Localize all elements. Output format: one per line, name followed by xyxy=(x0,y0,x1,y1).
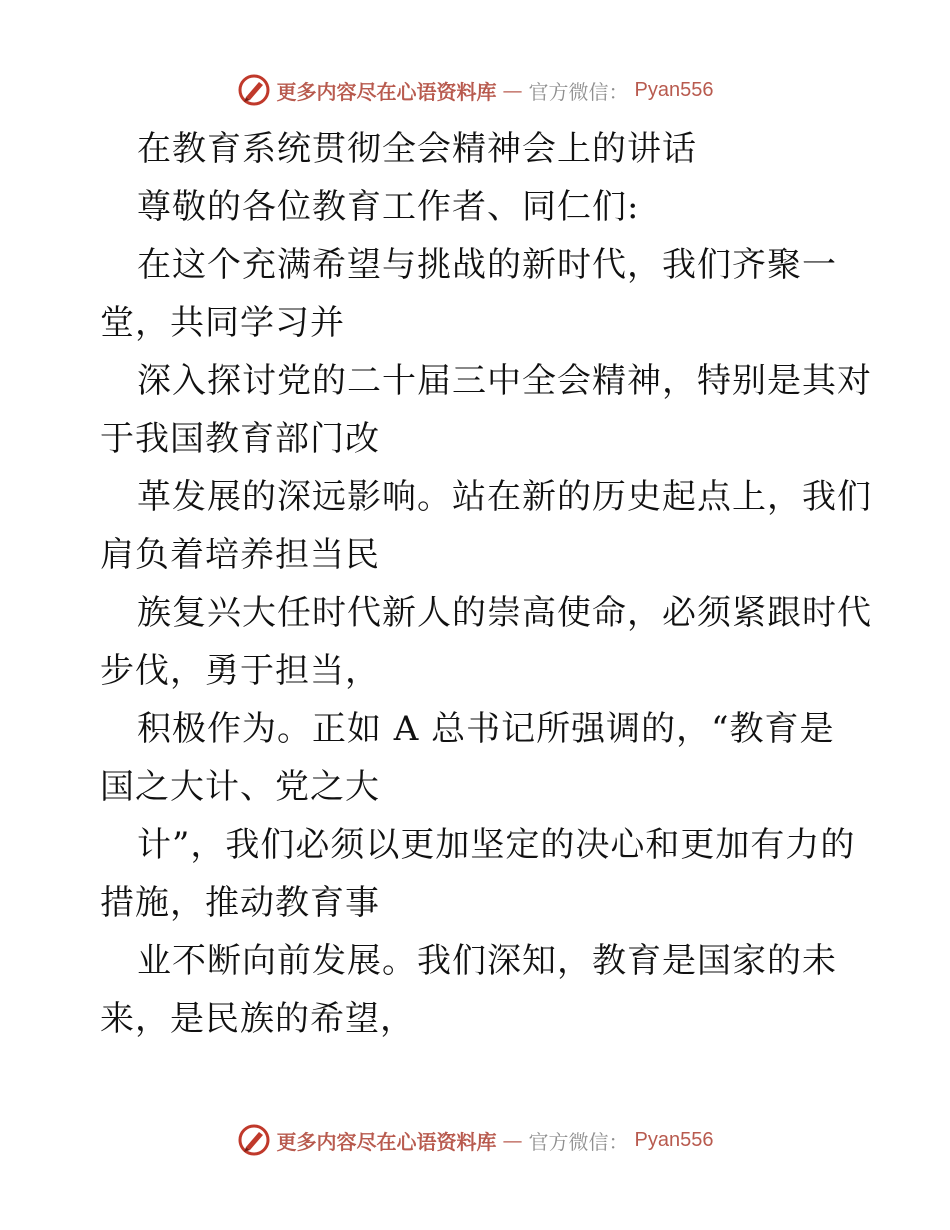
text-line: 肩负着培养担当民 xyxy=(100,535,380,575)
header-banner xyxy=(0,70,950,110)
banner-dash: — xyxy=(502,78,523,102)
text-line: 于我国教育部门改 xyxy=(100,419,380,459)
banner-sub-text: 官方微信： xyxy=(528,79,629,104)
text-line: 积极作为。正如 A 总书记所强调的，“教育是 xyxy=(137,709,835,749)
text-line: 革发展的深远影响。站在新的历史起点上，我们 xyxy=(137,477,872,517)
text-line: 步伐，勇于担当， xyxy=(100,651,380,691)
pen-logo-icon xyxy=(237,1123,271,1157)
text-line: 在这个充满希望与挑战的新时代，我们齐聚一 xyxy=(137,245,837,285)
banner-wechat-id: Pyan556 xyxy=(634,78,714,101)
banner-main-text: 更多内容尽在心语资料库 xyxy=(276,79,497,104)
banner-sub-text: 官方微信： xyxy=(528,1129,629,1154)
text-line: 来，是民族的希望， xyxy=(100,999,415,1039)
banner-dash: — xyxy=(502,1128,523,1152)
text-line: 族复兴大任时代新人的崇高使命，必须紧跟时代 xyxy=(137,593,872,633)
banner-wechat-id: Pyan556 xyxy=(634,1128,714,1151)
salutation: 尊敬的各位教育工作者、同仁们: xyxy=(137,187,640,227)
text-line: 深入探讨党的二十届三中全会精神，特别是其对 xyxy=(137,361,872,401)
banner-main-text: 更多内容尽在心语资料库 xyxy=(276,1129,497,1154)
text-line: 措施，推动教育事 xyxy=(100,883,380,923)
text-line: 业不断向前发展。我们深知，教育是国家的未 xyxy=(137,941,837,981)
footer-banner xyxy=(0,1120,950,1160)
text-line: 国之大计、党之大 xyxy=(100,767,380,807)
text-line: 计”，我们必须以更加坚定的决心和更加有力的 xyxy=(137,825,856,865)
pen-logo-icon xyxy=(237,73,271,107)
document-title: 在教育系统贯彻全会精神会上的讲话 xyxy=(137,129,697,169)
document-body xyxy=(100,120,872,1048)
text-line: 堂，共同学习并 xyxy=(100,303,345,343)
